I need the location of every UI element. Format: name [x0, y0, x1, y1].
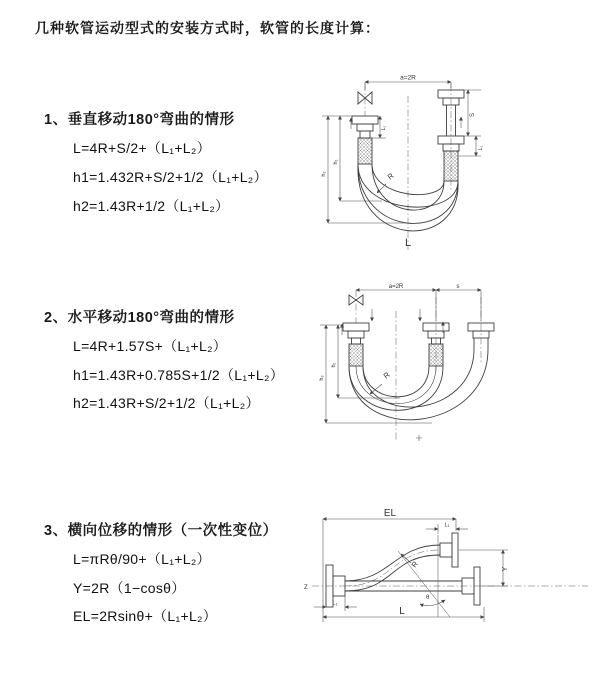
dim-label-angle: θ — [426, 595, 430, 601]
hose-arc — [349, 349, 488, 420]
dimension-lines — [320, 290, 481, 441]
centerlines — [356, 290, 481, 441]
diagram-horizontal-180-bend — [312, 283, 548, 465]
dim-label-stroke: s — [456, 284, 460, 290]
section-3-formula-EL: EL=2Rsinθ+（L₁+L₂） — [73, 608, 218, 624]
dimension-lines — [314, 519, 508, 622]
flange-displaced — [452, 533, 458, 567]
dim-label-span: a=2R — [400, 74, 416, 82]
diagram-lateral-displacement — [298, 505, 598, 655]
section-1-formula-L: L=4R+S/2+（L₁+L₂） — [73, 140, 211, 156]
dim-label-conn-top: L₁ — [444, 522, 450, 529]
hose-displaced-wall — [345, 545, 440, 581]
dim-label-h2: h₂ — [321, 171, 327, 177]
angle-arc — [420, 600, 445, 606]
section-3-formula-Y: Y=2R（1−cosθ） — [73, 580, 186, 596]
braid-section-left — [349, 344, 363, 366]
dim-label-h1: h₁ — [333, 159, 339, 165]
dim-label-radius: R — [409, 559, 420, 570]
braid-section-left — [358, 138, 372, 164]
braid-section-right — [444, 151, 458, 181]
datum-mark: Z — [304, 585, 308, 591]
section-1-formula-h2: h2=1.43R+1/2（L₁+L₂） — [73, 198, 230, 214]
centerlines — [365, 84, 451, 250]
section-2-formula-h2: h2=1.43R+S/2+1/2（L₁+L₂） — [73, 395, 260, 411]
section-2-heading: 2、水平移动180°弯曲的情形 — [44, 310, 235, 326]
dim-label-conn: L₁ — [478, 145, 484, 151]
section-3-heading: 3、横向位移的情形（一次性变位） — [44, 523, 278, 539]
dim-label-el: EL — [383, 508, 397, 519]
page-title: 几种软管运动型式的安装方式时，软管的长度计算： — [35, 20, 380, 36]
braid-section-middle — [429, 344, 443, 366]
hose-displaced-wall — [345, 555, 440, 591]
section-2-formula-L: L=4R+1.57S+（L₁+L₂） — [73, 338, 228, 354]
dim-label-length: L — [399, 606, 405, 617]
section-1-heading: 1、垂直移动180°弯曲的情形 — [44, 112, 235, 128]
dim-label-offset: Y — [502, 566, 509, 572]
dim-label-h2: h₂ — [319, 375, 325, 381]
dim-label-conn-left: L₁ — [332, 601, 338, 607]
flange-left — [343, 323, 369, 331]
radius-construction-line — [398, 551, 450, 617]
dim-label-span: a=2R — [388, 284, 404, 290]
dim-label-radius: R — [385, 171, 396, 182]
dim-label-conn-left: L₁ — [381, 125, 387, 131]
section-2-formula-h1: h1=1.43R+0.785S+1/2（L₁+L₂） — [73, 367, 284, 383]
dim-label-h1: h₁ — [331, 362, 337, 368]
flange-left — [352, 116, 378, 124]
section-3-formula-L: L=πRθ/90+（L₁+L₂） — [73, 551, 211, 567]
dim-label-radius: R — [381, 370, 392, 381]
section-1-formula-h1: h1=1.432R+S/2+1/2（L₁+L₂） — [73, 169, 268, 185]
dim-label-stroke: S — [470, 112, 476, 118]
diagram-vertical-180-bend — [308, 70, 538, 255]
nut-left — [357, 124, 373, 131]
dim-label-length: L — [404, 237, 412, 249]
